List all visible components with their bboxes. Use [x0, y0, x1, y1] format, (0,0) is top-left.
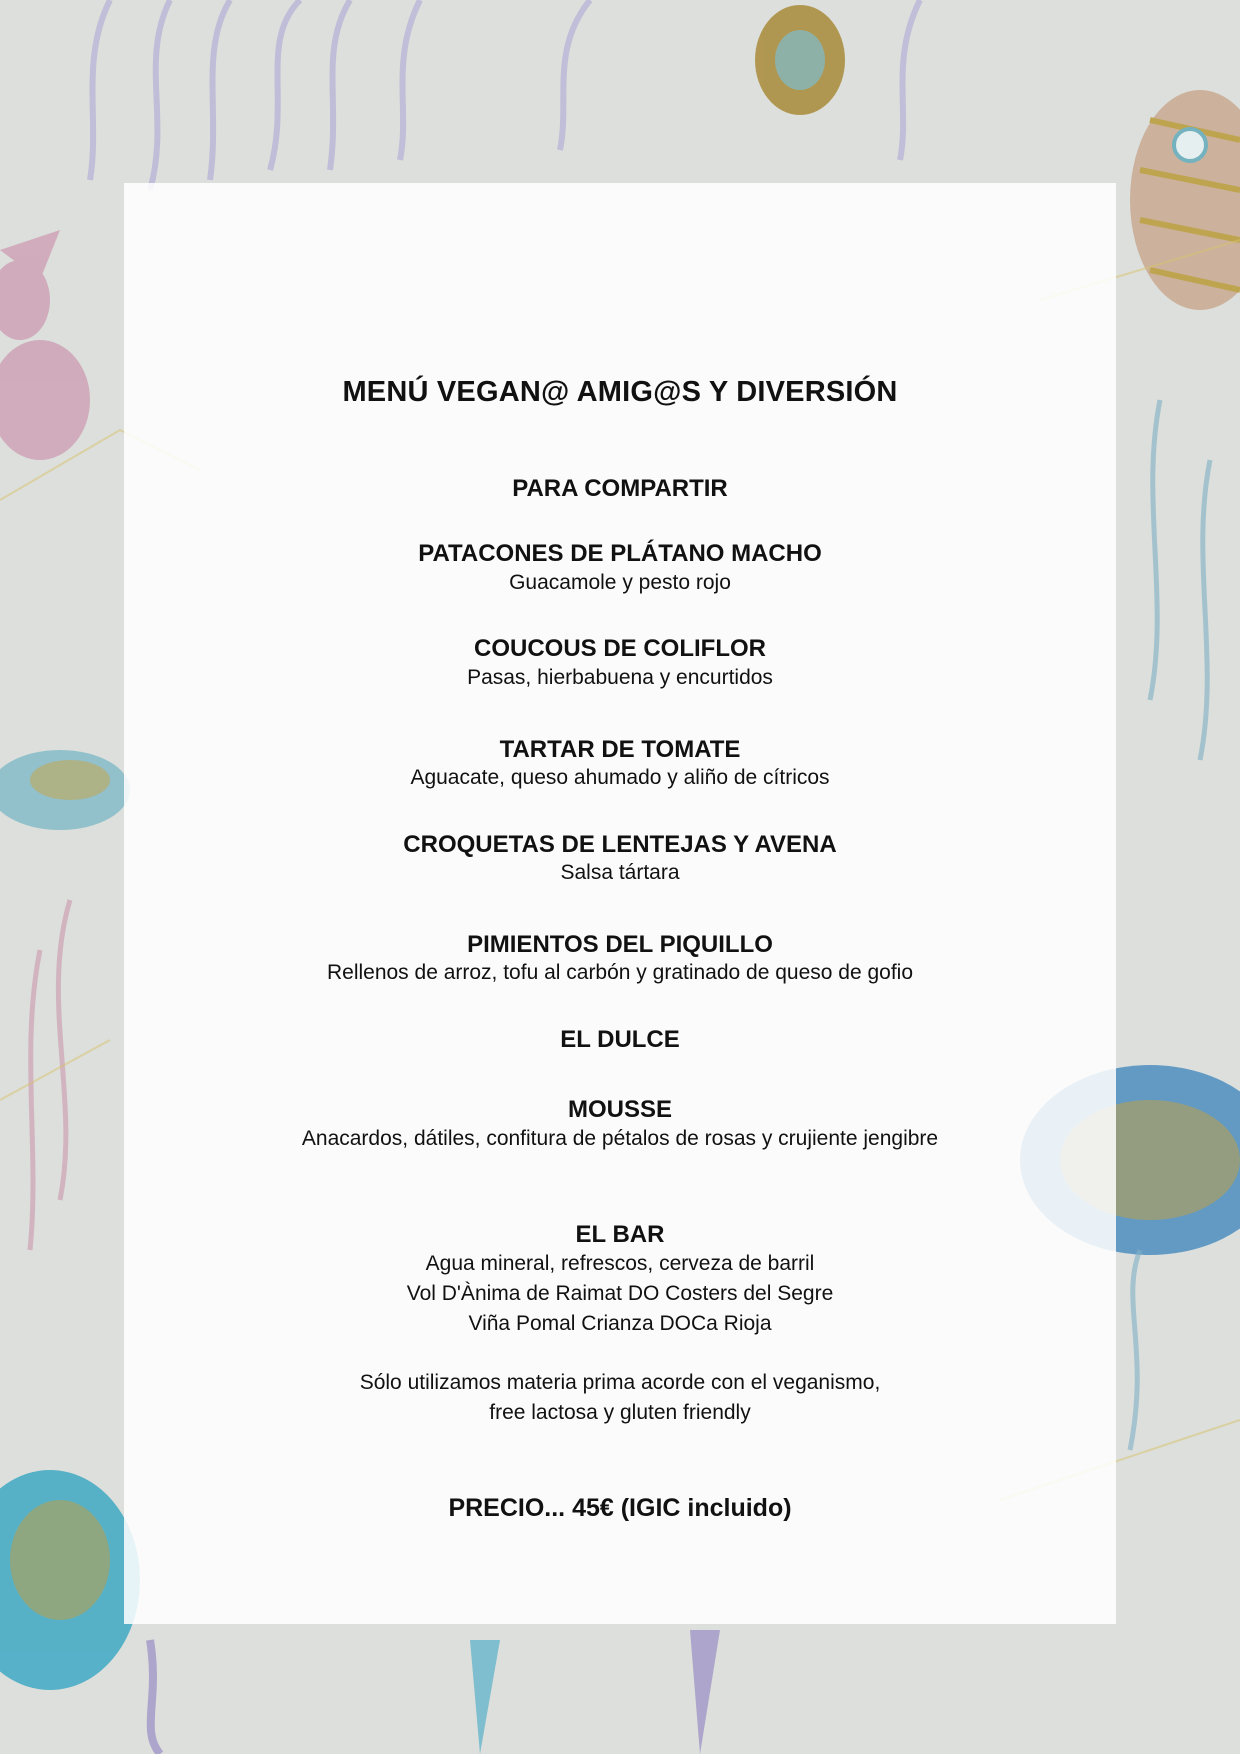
section-heading-share: PARA COMPARTIR	[512, 475, 728, 502]
dish-description: Aguacate, queso ahumado y aliño de cítricos	[410, 766, 830, 789]
dish-name: TARTAR DE TOMATE	[499, 736, 741, 763]
section-heading-bar: EL BAR	[575, 1221, 665, 1248]
bar-line: Vol D'Ànima de Raimat DO Costers del Segre	[406, 1282, 834, 1305]
dish-name: PATACONES DE PLÁTANO MACHO	[418, 540, 822, 567]
dietary-note: Sólo utilizamos materia prima acorde con el veganismo,	[359, 1371, 881, 1394]
dietary-note: free lactosa y gluten friendly	[489, 1401, 751, 1424]
dish-description: Guacamole y pesto rojo	[509, 571, 731, 594]
menu-title: MENÚ VEGAN@ AMIG@S Y DIVERSIÓN	[342, 376, 898, 408]
dish-description: Salsa tártara	[560, 861, 680, 884]
bar-line: Agua mineral, refrescos, cerveza de barril	[425, 1252, 815, 1275]
menu-price: PRECIO... 45€ (IGIC incluido)	[448, 1494, 792, 1522]
dish-description: Rellenos de arroz, tofu al carbón y gratinado de queso de gofio	[326, 961, 914, 984]
dessert-description: Anacardos, dátiles, confitura de pétalos de rosas y crujiente jengibre	[301, 1127, 939, 1150]
dish-description: Pasas, hierbabuena y encurtidos	[467, 666, 773, 689]
bar-line: Viña Pomal Crianza DOCa Rioja	[468, 1312, 772, 1335]
dish-name: CROQUETAS DE LENTEJAS Y AVENA	[403, 831, 837, 858]
dish-name: COUCOUS DE COLIFLOR	[474, 635, 766, 662]
dessert-name: MOUSSE	[567, 1096, 672, 1123]
menu-panel	[124, 183, 1116, 1624]
section-heading-dessert: EL DULCE	[560, 1026, 680, 1053]
dish-name: PIMIENTOS DEL PIQUILLO	[467, 931, 773, 958]
